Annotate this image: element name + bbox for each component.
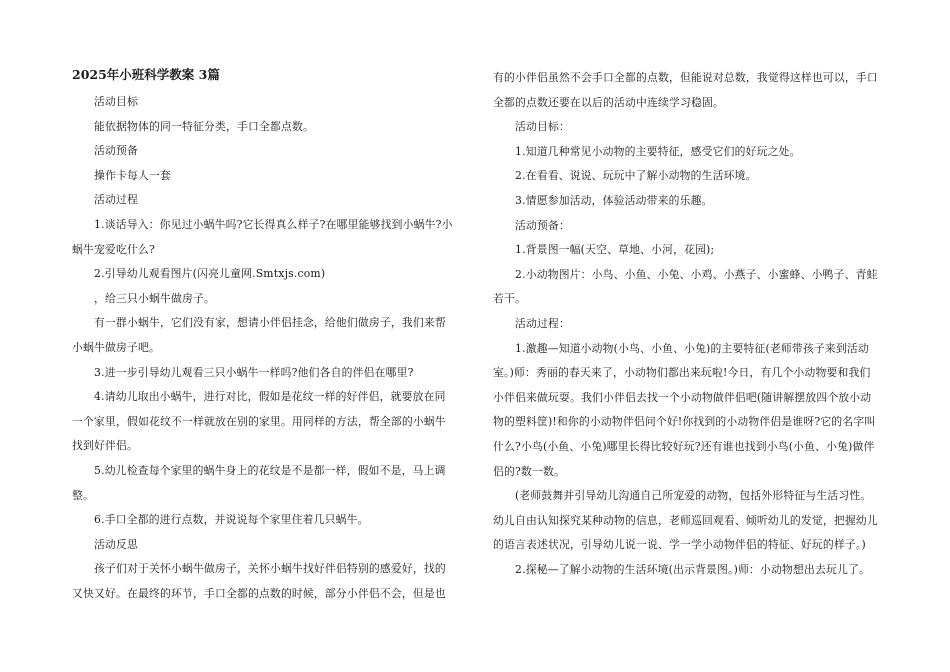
paragraph: 4.请幼儿取出小蜗牛，进行对比，假如是花纹一样的好伴侣，就要放在同一个家里，假如花纹不一样就放在别的家里。用同样的方法，帮全部的小蜗牛找到好伴侣。	[72, 390, 446, 453]
paragraph: 2.引导幼儿观看图片(闪亮儿童网.Smtxjs.com)	[94, 267, 326, 281]
paragraph: 2.小动物图片：小鸟、小鱼、小兔、小鸡、小燕子、小蜜蜂、小鸭子、青蛙若干。	[493, 267, 878, 306]
paragraph: 1.激趣—知道小动物(小鸟、小鱼、小兔)的主要特征(老师带孩子来到活动室。)师：秀丽的春天来了，小动物们都出来玩啦!今日，有几个小动物要和我们小伴侣来做玩耍。我们小伴侣去找一个小动物做伴侣吧(随讲解摆放四个放小动物的塑料筐)!和你的小动物伴侣问个好!你找到的小动物伴侣是谁呀?它的名字叫什么?小鸟(小鱼、小兔)哪里长得比较好玩?还有谁也找到小鸟(小鱼、小兔)做伴侣的?数一数。	[493, 341, 876, 478]
paragraph: 2.探秘—了解小动物的生活环境(出示背景图。)师：小动物想出去玩儿了。	[515, 562, 871, 576]
section-heading-process: 活动过程：	[515, 316, 570, 330]
paragraph: 5.幼儿检查每个家里的蜗牛身上的花纹是不是都一样，假如不是，马上调整。	[72, 463, 446, 502]
section-heading-prep: 活动预备	[94, 144, 138, 158]
document-title: 2025年小班科学教案 3篇	[72, 67, 220, 82]
paragraph: (老师鼓舞并引导幼儿沟通自己所宠爱的动物，包括外形特征与生活习性。幼儿自由认知探究某种动物的信息，老师巡回观看、倾听幼儿的发觉，把握幼儿的语言表述状况，引导幼儿说一说、学一学小动物伴侣的特征、好玩的样子。)	[493, 489, 878, 552]
left-column	[72, 66, 454, 606]
paragraph: 1.背景图一幅(天空、草地、小河，花园);	[515, 243, 715, 257]
paragraph: ，给三只小蜗牛做房子。	[94, 291, 215, 305]
section-heading-reflection: 活动反思	[94, 537, 138, 551]
section-heading-goal: 活动目标：	[515, 120, 570, 134]
paragraph: 能依据物体的同一特征分类，手口全都点数。	[94, 119, 314, 133]
paragraph: 1.知道几种常见小动物的主要特征，感受它们的好玩之处。	[515, 144, 801, 158]
section-heading-prep: 活动预备：	[515, 218, 570, 232]
paragraph: 有一群小蜗牛，它们没有家，想请小伴侣挂念，给他们做房子，我们来帮小蜗牛做房子吧。	[72, 316, 446, 354]
section-heading-process: 活动过程	[94, 193, 138, 207]
paragraph: 3.情愿参加活动，体验活动带来的乐趣。	[515, 193, 713, 207]
section-heading-goal: 活动目标	[94, 95, 138, 108]
paragraph: 6.手口全都的进行点数，并说说每个家里住着几只蜗牛。	[94, 513, 369, 527]
right-column	[493, 66, 878, 582]
paragraph: 3.进一步引导幼儿观看三只小蜗牛一样吗?他们各自的伴侣在哪里?	[94, 365, 414, 379]
paragraph: 操作卡每人一套	[94, 168, 171, 182]
paragraph: 孩子们对于关怀小蜗牛做房子，关怀小蜗牛找好伴侣特别的感爱好，找的又快又好。在最终的环节，手口全都的点数的时候，部分小伴侣不会，但是也	[72, 562, 446, 600]
paragraph-continuation: 有的小伴侣虽然不会手口全都的点数，但能说对总数，我觉得这样也可以，手口全都的点数还要在以后的活动中连续学习稳固。	[493, 71, 878, 109]
paragraph: 1.谈话导入：你见过小蜗牛吗?它长得真么样子?在哪里能够找到小蜗牛?小蜗牛宠爱吃什么?	[72, 217, 453, 256]
paragraph: 2.在看看、说说、玩玩中了解小动物的生活环境。	[515, 169, 757, 183]
